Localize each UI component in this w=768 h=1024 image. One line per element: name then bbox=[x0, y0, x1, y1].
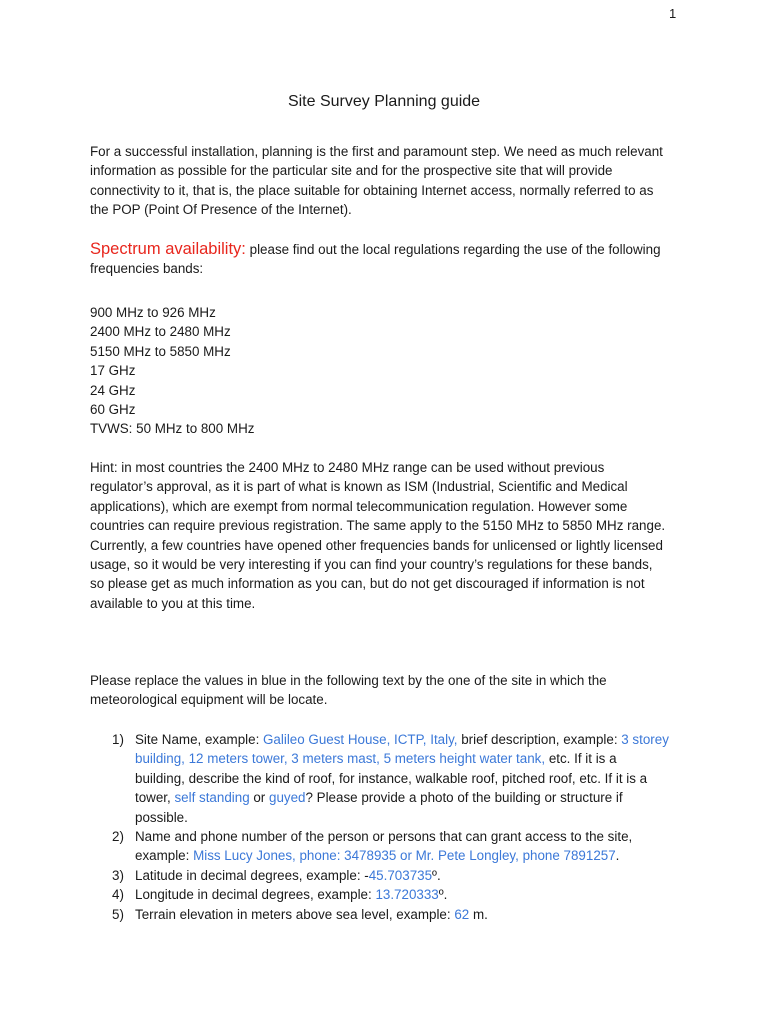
example-value: 3 storey building, 12 meters tower, 3 meters mast, 5 meters height water tank, bbox=[135, 732, 669, 767]
site-question-item bbox=[90, 866, 670, 885]
document-title: Site Survey Planning guide bbox=[287, 93, 481, 110]
site-question-item bbox=[90, 905, 670, 924]
frequency-item: 17 GHz bbox=[90, 363, 136, 379]
site-question-item bbox=[90, 730, 670, 827]
item-text: º. bbox=[438, 887, 448, 903]
page-number: 1 bbox=[669, 6, 677, 21]
site-question-item bbox=[90, 885, 670, 904]
item-number: 4) bbox=[112, 887, 124, 903]
example-value: Galileo Guest House, ICTP, Italy, bbox=[263, 732, 458, 747]
spectrum-heading: Spectrum availability: bbox=[90, 240, 246, 258]
item-text: º. bbox=[432, 867, 441, 883]
item-text: Longitude in decimal degrees, example: bbox=[135, 887, 376, 903]
frequency-item: TVWS: 50 MHz to 800 MHz bbox=[90, 421, 255, 437]
site-question-item bbox=[90, 827, 670, 866]
item-text: . bbox=[615, 848, 620, 864]
frequency-item: 2400 MHz to 2480 MHz bbox=[90, 324, 231, 340]
hint-block bbox=[90, 458, 670, 613]
item-text: Latitude in decimal degrees, example: - bbox=[135, 867, 369, 883]
frequency-item: 900 MHz to 926 MHz bbox=[90, 305, 216, 320]
spectrum-text: please find out the local regulations regarding the use of the following frequencies bands: bbox=[90, 242, 661, 277]
item-text: ? Please provide a photo of the building or structure if possible. bbox=[135, 790, 623, 825]
example-value: 45.703735 bbox=[368, 867, 433, 883]
frequency-list bbox=[90, 303, 670, 439]
item-text: Terrain elevation in meters above sea level, example: bbox=[135, 906, 455, 922]
frequency-item: 24 GHz bbox=[90, 382, 136, 398]
item-text: Name and phone number of the person or persons that can grant access to the site, example: bbox=[135, 829, 633, 864]
example-value: self standing bbox=[174, 790, 250, 806]
frequency-item: 5150 MHz to 5850 MHz bbox=[90, 343, 231, 359]
intro-paragraph: For a successful installation, planning is the first and paramount step. We need as much relevant information as possible for the particular site and for the prospective site that will provide connectivity to it, that is, the place suitable for obtaining Internet access, normally referred to as the POP (Point Of Presence of the Internet). bbox=[90, 144, 663, 218]
item-text: or bbox=[249, 790, 269, 806]
spectrum-paragraph bbox=[90, 240, 670, 279]
example-value: guyed bbox=[269, 790, 306, 806]
item-text: m. bbox=[469, 906, 488, 922]
currently-paragraph: Currently, a few countries have opened other frequencies bands for unlicensed or lightly licensed usage, so it would be very interesting if you can find your country’s regulations for these bands, so please get as much information as you can, but do not get discouraged if information is not available to you at this time. bbox=[90, 537, 663, 611]
example-value: Miss Lucy Jones, phone: 3478935 or Mr. Pete Longley, phone 7891257 bbox=[193, 848, 616, 864]
example-value: 62 bbox=[454, 906, 470, 922]
item-number: 3) bbox=[112, 867, 124, 883]
hint-paragraph: Hint: in most countries the 2400 MHz to 2480 MHz range can be used without previous regulator’s approval, as it is part of what is known as ISM (Industrial, Scientific and Medical applications), which are exempt from normal telecommunication regulation. However some countries can require previous registration. The same apply to the 5150 MHz to 5850 MHz range. bbox=[90, 460, 666, 534]
item-number: 5) bbox=[112, 906, 124, 922]
item-number: 1) bbox=[112, 732, 124, 747]
frequency-item: 60 GHz bbox=[90, 402, 136, 418]
replace-note: Please replace the values in blue in the following text by the one of the site in which the meteorological equipment will be locate. bbox=[90, 673, 607, 708]
item-number: 2) bbox=[112, 829, 124, 845]
item-text: Site Name, example: bbox=[135, 732, 264, 747]
example-value: 13.720333 bbox=[375, 887, 439, 903]
site-question-list bbox=[90, 730, 670, 924]
item-text: brief description, example: bbox=[457, 732, 622, 747]
item-text: etc. If it is a building, describe the kind of roof, for instance, walkable roof, pitched roof, etc. If it is a tower, bbox=[135, 751, 648, 806]
